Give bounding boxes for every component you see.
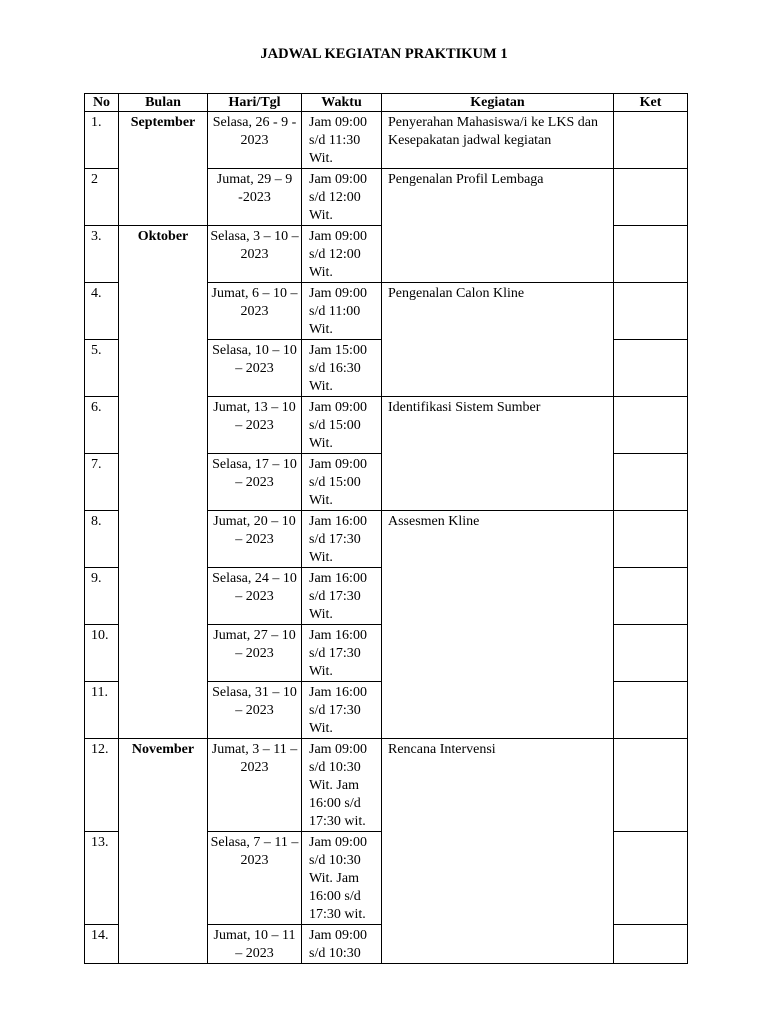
cell-hari: Selasa, 10 – 10 – 2023 xyxy=(208,340,302,397)
header-kegiatan: Kegiatan xyxy=(382,94,614,112)
cell-no: 14. xyxy=(85,925,119,964)
cell-kegiatan: Pengenalan Calon Kline xyxy=(382,283,614,397)
cell-no: 11. xyxy=(85,682,119,739)
cell-waktu: Jam 16:00 s/d 17:30 Wit. xyxy=(302,625,382,682)
cell-kegiatan: Identifikasi Sistem Sumber xyxy=(382,397,614,511)
cell-ket xyxy=(614,226,688,283)
cell-bulan: November xyxy=(119,739,208,964)
cell-waktu: Jam 16:00 s/d 17:30 Wit. xyxy=(302,568,382,625)
cell-ket xyxy=(614,112,688,169)
cell-ket xyxy=(614,832,688,925)
cell-no: 10. xyxy=(85,625,119,682)
cell-hari: Selasa, 26 - 9 - 2023 xyxy=(208,112,302,169)
cell-hari: Selasa, 31 – 10 – 2023 xyxy=(208,682,302,739)
cell-ket xyxy=(614,454,688,511)
document-title: JADWAL KEGIATAN PRAKTIKUM 1 xyxy=(260,46,508,62)
cell-no: 12. xyxy=(85,739,119,832)
table-row xyxy=(85,739,688,832)
cell-no: 13. xyxy=(85,832,119,925)
header-waktu: Waktu xyxy=(302,94,382,112)
cell-hari: Selasa, 17 – 10 – 2023 xyxy=(208,454,302,511)
cell-ket xyxy=(614,283,688,340)
cell-hari: Jumat, 10 – 11 – 2023 xyxy=(208,925,302,964)
cell-hari: Jumat, 27 – 10 – 2023 xyxy=(208,625,302,682)
cell-hari: Selasa, 24 – 10 – 2023 xyxy=(208,568,302,625)
cell-ket xyxy=(614,568,688,625)
cell-no: 1. xyxy=(85,112,119,169)
cell-ket xyxy=(614,169,688,226)
table-row xyxy=(85,112,688,169)
cell-bulan: September xyxy=(119,112,208,226)
cell-hari: Jumat, 3 – 11 – 2023 xyxy=(208,739,302,832)
cell-waktu: Jam 09:00 s/d 12:00 Wit. xyxy=(302,169,382,226)
header-no: No xyxy=(85,94,119,112)
schedule-table xyxy=(84,93,688,964)
cell-ket xyxy=(614,511,688,568)
cell-no: 9. xyxy=(85,568,119,625)
cell-no: 6. xyxy=(85,397,119,454)
cell-bulan: Oktober xyxy=(119,226,208,739)
cell-waktu: Jam 15:00 s/d 16:30 Wit. xyxy=(302,340,382,397)
cell-ket xyxy=(614,682,688,739)
cell-no: 3. xyxy=(85,226,119,283)
cell-kegiatan: Assesmen Kline xyxy=(382,511,614,739)
cell-waktu: Jam 09:00 s/d 10:30 Wit. Jam 16:00 s/d 17:30 wit. xyxy=(302,739,382,832)
cell-kegiatan: Penyerahan Mahasiswa/i ke LKS dan Kesepakatan jadwal kegiatan xyxy=(382,112,614,169)
cell-hari: Jumat, 13 – 10 – 2023 xyxy=(208,397,302,454)
cell-no: 5. xyxy=(85,340,119,397)
cell-waktu: Jam 09:00 s/d 11:00 Wit. xyxy=(302,283,382,340)
cell-waktu: Jam 16:00 s/d 17:30 Wit. xyxy=(302,682,382,739)
cell-no: 2 xyxy=(85,169,119,226)
cell-ket xyxy=(614,739,688,832)
cell-hari: Jumat, 29 – 9 -2023 xyxy=(208,169,302,226)
cell-hari: Jumat, 20 – 10 – 2023 xyxy=(208,511,302,568)
cell-ket xyxy=(614,925,688,964)
cell-waktu: Jam 09:00 s/d 10:30 Wit. Jam 16:00 s/d 17:30 wit. xyxy=(302,832,382,925)
cell-waktu: Jam 09:00 s/d 10:30 xyxy=(302,925,382,964)
cell-waktu: Jam 09:00 s/d 11:30 Wit. xyxy=(302,112,382,169)
cell-ket xyxy=(614,397,688,454)
cell-waktu: Jam 09:00 s/d 15:00 Wit. xyxy=(302,397,382,454)
cell-no: 7. xyxy=(85,454,119,511)
header-ket: Ket xyxy=(614,94,688,112)
header-hari-tgl: Hari/Tgl xyxy=(208,94,302,112)
cell-ket xyxy=(614,625,688,682)
cell-kegiatan: Rencana Intervensi xyxy=(382,739,614,964)
cell-waktu: Jam 16:00 s/d 17:30 Wit. xyxy=(302,511,382,568)
cell-hari: Selasa, 7 – 11 – 2023 xyxy=(208,832,302,925)
cell-hari: Selasa, 3 – 10 – 2023 xyxy=(208,226,302,283)
cell-no: 4. xyxy=(85,283,119,340)
cell-waktu: Jam 09:00 s/d 15:00 Wit. xyxy=(302,454,382,511)
cell-ket xyxy=(614,340,688,397)
cell-waktu: Jam 09:00 s/d 12:00 Wit. xyxy=(302,226,382,283)
header-row xyxy=(85,94,688,112)
cell-kegiatan: Pengenalan Profil Lembaga xyxy=(382,169,614,283)
header-bulan: Bulan xyxy=(119,94,208,112)
cell-no: 8. xyxy=(85,511,119,568)
cell-hari: Jumat, 6 – 10 – 2023 xyxy=(208,283,302,340)
